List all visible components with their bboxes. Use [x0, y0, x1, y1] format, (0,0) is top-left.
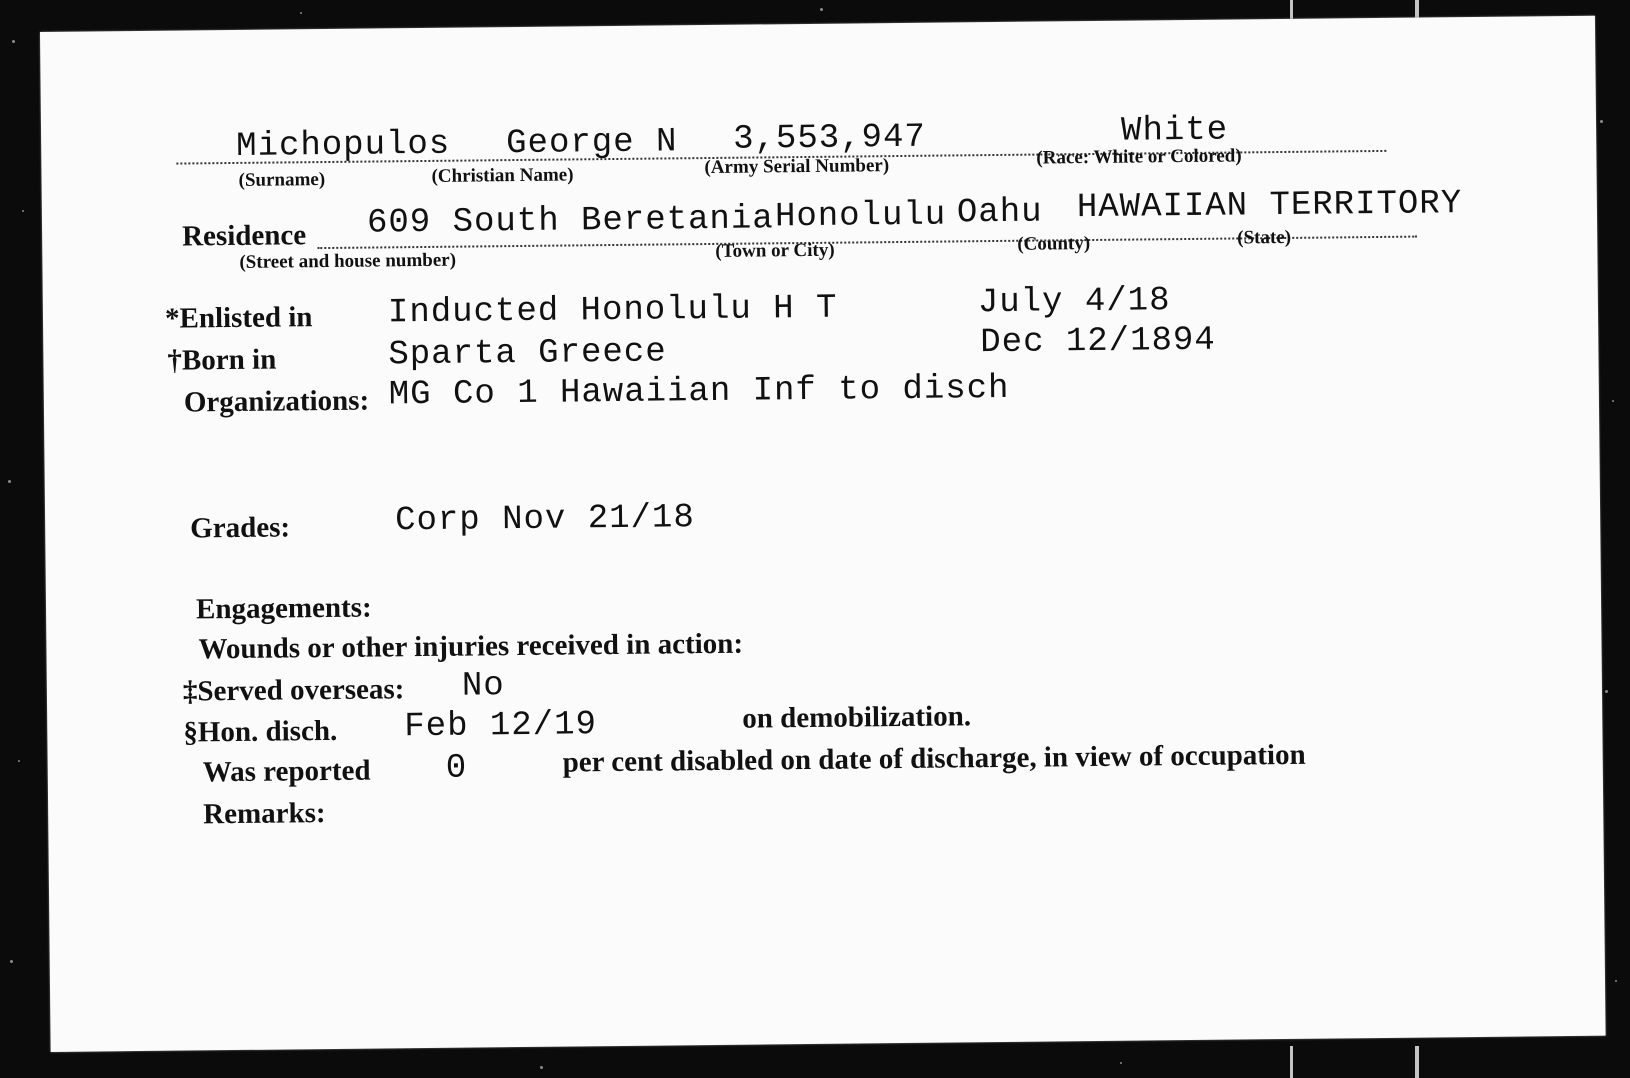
served-overseas-label: ‡Served overseas:: [182, 673, 405, 708]
race-value: White: [1120, 111, 1229, 151]
residence-county-value: Oahu: [956, 193, 1043, 233]
was-reported-label: Was reported: [202, 754, 371, 789]
born-date: Dec 12/1894: [980, 321, 1216, 363]
grades-label: Grades:: [190, 511, 291, 545]
organizations-label: Organizations:: [183, 384, 370, 419]
enlisted-value: Inducted Honolulu H T: [387, 289, 838, 333]
residence-state-caption: (State): [1237, 226, 1292, 249]
serial-number-value: 3,553,947: [732, 118, 926, 159]
disability-suffix: per cent disabled on date of discharge, in view of occupation: [562, 738, 1306, 779]
engagements-label: Engagements:: [195, 591, 372, 626]
wounds-label: Wounds or other injuries received in action:: [198, 627, 744, 666]
scan-speck: [1120, 1062, 1122, 1064]
served-overseas-value: No: [461, 667, 505, 706]
scan-speck: [300, 12, 302, 14]
surname-caption: (Surname): [238, 169, 326, 191]
disability-percent-value: 0: [445, 749, 468, 788]
scan-speck: [8, 480, 11, 483]
scan-speck: [12, 40, 15, 43]
residence-county-caption: (County): [1017, 233, 1091, 255]
residence-state-value: HAWAIIAN TERRITORY: [1076, 185, 1463, 228]
hon-disch-suffix: on demobilization.: [742, 700, 972, 735]
grades-value: Corp Nov 21/18: [394, 499, 695, 541]
scan-speck: [22, 210, 24, 212]
scan-speck: [1600, 120, 1603, 123]
born-label: †Born in: [167, 343, 277, 377]
scan-speck: [1615, 980, 1617, 982]
scan-streak: [1290, 1046, 1293, 1078]
scan-speck: [820, 8, 823, 11]
service-record-card: [40, 16, 1606, 1052]
hon-disch-value: Feb 12/19: [404, 706, 598, 747]
born-value: Sparta Greece: [388, 333, 667, 375]
organizations-value: MG Co 1 Hawaiian Inf to disch: [388, 369, 1010, 415]
christian-name-value: George N: [506, 123, 678, 164]
surname-value: Michopulos: [236, 125, 451, 166]
scan-speck: [540, 1066, 543, 1069]
serial-number-caption: (Army Serial Number): [704, 155, 890, 179]
scan-speck: [1605, 690, 1608, 693]
hon-disch-label: §Hon. disch.: [183, 714, 338, 749]
residence-street-caption: (Street and house number): [239, 249, 457, 273]
scan-speck: [1612, 400, 1614, 402]
race-caption: (Race: White or Colored): [1036, 145, 1242, 169]
scan-speck: [10, 960, 13, 963]
scan-streak: [1415, 1046, 1419, 1078]
christian-name-caption: (Christian Name): [431, 164, 574, 187]
residence-city-caption: (Town or City): [715, 239, 835, 262]
enlisted-label: *Enlisted in: [164, 301, 313, 335]
scan-speck: [18, 760, 20, 762]
enlisted-date: July 4/18: [977, 282, 1171, 323]
residence-label: Residence: [181, 219, 307, 253]
residence-street-value: 609 South Beretania: [366, 200, 774, 243]
remarks-label: Remarks:: [203, 797, 326, 831]
residence-city-value: Honolulu: [774, 196, 947, 237]
